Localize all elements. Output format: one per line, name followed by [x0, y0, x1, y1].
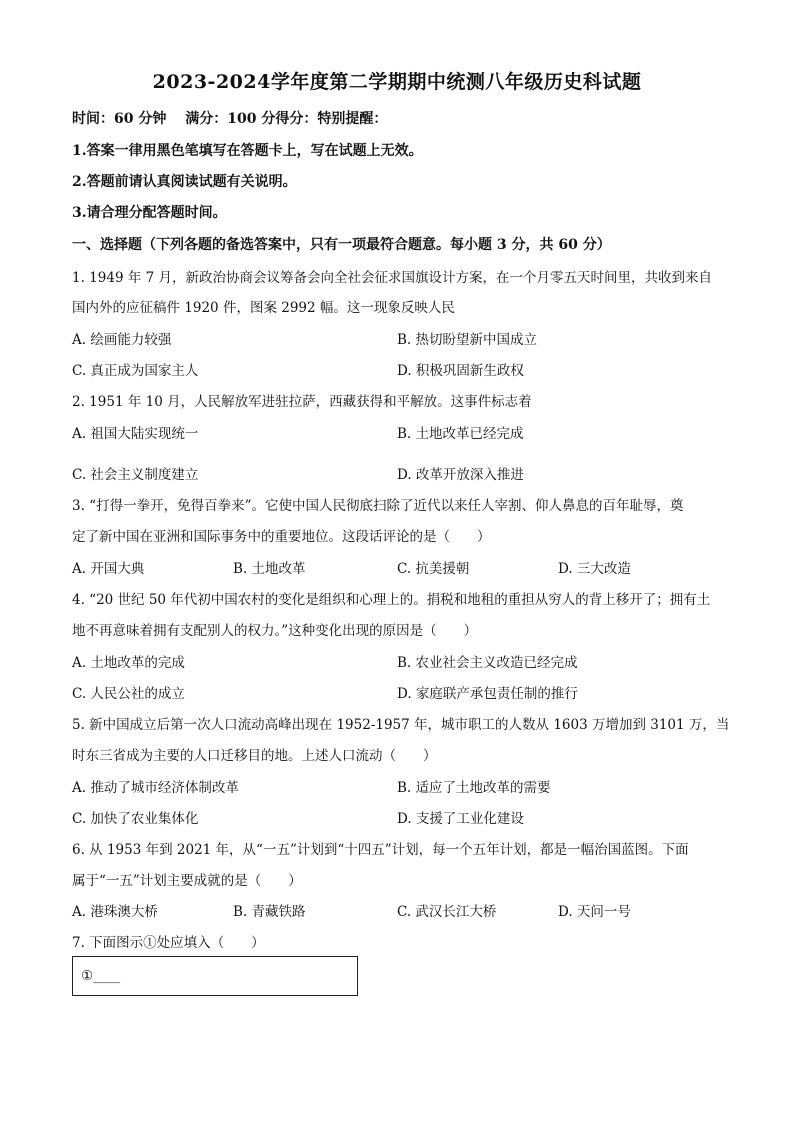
- note-1: 1.答案一律用黑色笔填写在答题卡上，写在试题上无效。: [72, 143, 423, 159]
- question-5-stem-line-2: 时东三省成为主要的人口迁移目的地。上述人口流动（ ）: [72, 748, 437, 764]
- exam-meta: 时间：60 分钟 满分：100 分得分：特别提醒：: [72, 111, 388, 127]
- question-4-option-b: B. 农业社会主义改造已经完成: [397, 655, 578, 671]
- question-5-option-b: B. 适应了土地改革的需要: [397, 780, 551, 796]
- question-1-option-d: D. 积极巩固新生政权: [397, 363, 524, 379]
- question-2-option-c: C. 社会主义制度建立: [72, 467, 199, 483]
- question-1-option-b: B. 热切盼望新中国成立: [397, 332, 538, 348]
- question-6-option-c: C. 武汉长江大桥: [397, 904, 497, 920]
- question-6-option-d: D. 天问一号: [558, 904, 631, 920]
- question-4-option-d: D. 家庭联产承包责任制的推行: [397, 686, 578, 702]
- page-title: 2023-2024学年度第二学期期中统测八年级历史科试题: [152, 71, 642, 93]
- question-5-option-a: A. 推动了城市经济体制改革: [72, 780, 239, 796]
- question-3-option-d: D. 三大改造: [558, 561, 631, 577]
- question-6-option-b: B. 青藏铁路: [233, 904, 306, 920]
- question-1-option-a: A. 绘画能力较强: [72, 332, 172, 348]
- question-2-stem: 2. 1951 年 10 月，人民解放军进驻拉萨，西藏获得和平解放。这事件标志着: [72, 394, 532, 410]
- note-3: 3.请合理分配答题时间。: [72, 205, 227, 221]
- question-1-stem-line-1: 1. 1949 年 7 月，新政治协商会议筹备会向全社会征求国旗设计方案，在一个月零五天时间里，共收到来自: [72, 270, 712, 286]
- question-5-stem-line-1: 5. 新中国成立后第一次人口流动高峰出现在 1952-1957 年，城市职工的人数从 1603 万增加到 3101 万，当: [72, 717, 730, 733]
- question-4-option-c: C. 人民公社的成立: [72, 686, 185, 702]
- question-5-option-d: D. 支援了工业化建设: [397, 811, 524, 827]
- section-heading: 一、选择题（下列各题的备选答案中，只有一项最符合题意。每小题 3 分，共 60 分）: [72, 237, 611, 253]
- question-2-option-a: A. 祖国大陆实现统一: [72, 426, 199, 442]
- question-6-stem-line-2: 属于“一五”计划主要成就的是（ ）: [72, 873, 302, 889]
- question-7-stem: 7. 下面图示①处应填入（ ）: [72, 935, 265, 951]
- question-1-stem-line-2: 国内外的应征稿件 1920 件，图案 2992 幅。这一现象反映人民: [72, 300, 455, 316]
- question-6-stem-line-1: 6. 从 1953 年到 2021 年，从“一五”计划到“十四五”计划，每一个五年计划，都是一幅治国蓝图。下面: [72, 842, 689, 858]
- question-3-option-a: A. 开国大典: [72, 561, 145, 577]
- question-5-option-c: C. 加快了农业集体化: [72, 811, 199, 827]
- figure-blank-label: ①____: [81, 968, 121, 984]
- figure-box: [72, 956, 358, 996]
- question-3-stem-line-1: 3. “打得一拳开，免得百拳来”。它使中国人民彻底扫除了近代以来任人宰割、仰人鼻息的百年耻辱，奠: [72, 498, 684, 514]
- question-3-stem-line-2: 定了新中国在亚洲和国际事务中的重要地位。这段话评论的是（ ）: [72, 529, 491, 545]
- question-2-option-b: B. 土地改革已经完成: [397, 426, 524, 442]
- question-4-stem-line-1: 4. “20 世纪 50 年代初中国农村的变化是组织和心理上的。捐税和地租的重担从穷人的背上移开了；拥有土: [72, 592, 711, 608]
- question-2-option-d: D. 改革开放深入推进: [397, 467, 524, 483]
- question-1-option-c: C. 真正成为国家主人: [72, 363, 199, 379]
- question-6-option-a: A. 港珠澳大桥: [72, 904, 158, 920]
- question-3-option-b: B. 土地改革: [233, 561, 306, 577]
- question-4-option-a: A. 土地改革的完成: [72, 655, 185, 671]
- question-4-stem-line-2: 地不再意味着拥有支配别人的权力。”这种变化出现的原因是（ ）: [72, 623, 478, 639]
- question-3-option-c: C. 抗美援朝: [397, 561, 470, 577]
- note-2: 2.答题前请认真阅读试题有关说明。: [72, 174, 297, 190]
